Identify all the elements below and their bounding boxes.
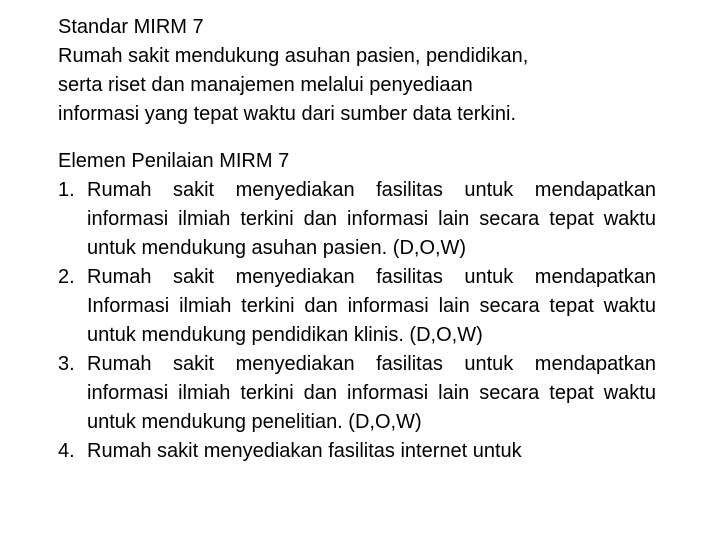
standard-title: Standar MIRM 7 xyxy=(58,16,204,38)
standard-description-line: Rumah sakit mendukung asuhan pasien, pendidikan, xyxy=(58,45,529,67)
assessment-elements-list xyxy=(58,176,656,466)
list-item-text: Rumah sakit menyediakan fasilitas internet untuk xyxy=(87,440,522,462)
assessment-elements-heading: Elemen Penilaian MIRM 7 xyxy=(58,150,290,172)
standard-description-line: serta riset dan manajemen melalui penyediaan xyxy=(58,74,473,96)
list-item-text: Rumah sakit menyediakan fasilitas untuk mendapatkan Informasi ilmiah terkini dan informasi lain secara tepat waktu untuk mendukung pendidikan klinis. (D,O,W) xyxy=(87,266,656,346)
list-item-number: 3. xyxy=(58,353,75,375)
list-item-number: 2. xyxy=(58,266,75,288)
list-item-text: Rumah sakit menyediakan fasilitas untuk mendapatkan informasi ilmiah terkini dan informasi lain secara tepat waktu untuk mendukung asuhan pasien. (D,O,W) xyxy=(87,179,656,259)
list-item xyxy=(58,263,656,350)
list-item xyxy=(58,437,656,466)
standard-description-line: informasi yang tepat waktu dari sumber data terkini. xyxy=(58,103,516,125)
standard-section xyxy=(58,13,656,129)
list-item-number: 1. xyxy=(58,179,75,201)
list-item xyxy=(58,350,656,437)
assessment-elements-section xyxy=(58,147,656,466)
list-item-text: Rumah sakit menyediakan fasilitas untuk mendapatkan informasi ilmiah terkini dan informasi lain secara tepat waktu untuk mendukung penelitian. (D,O,W) xyxy=(87,353,656,433)
list-item-number: 4. xyxy=(58,440,75,462)
list-item xyxy=(58,176,656,263)
